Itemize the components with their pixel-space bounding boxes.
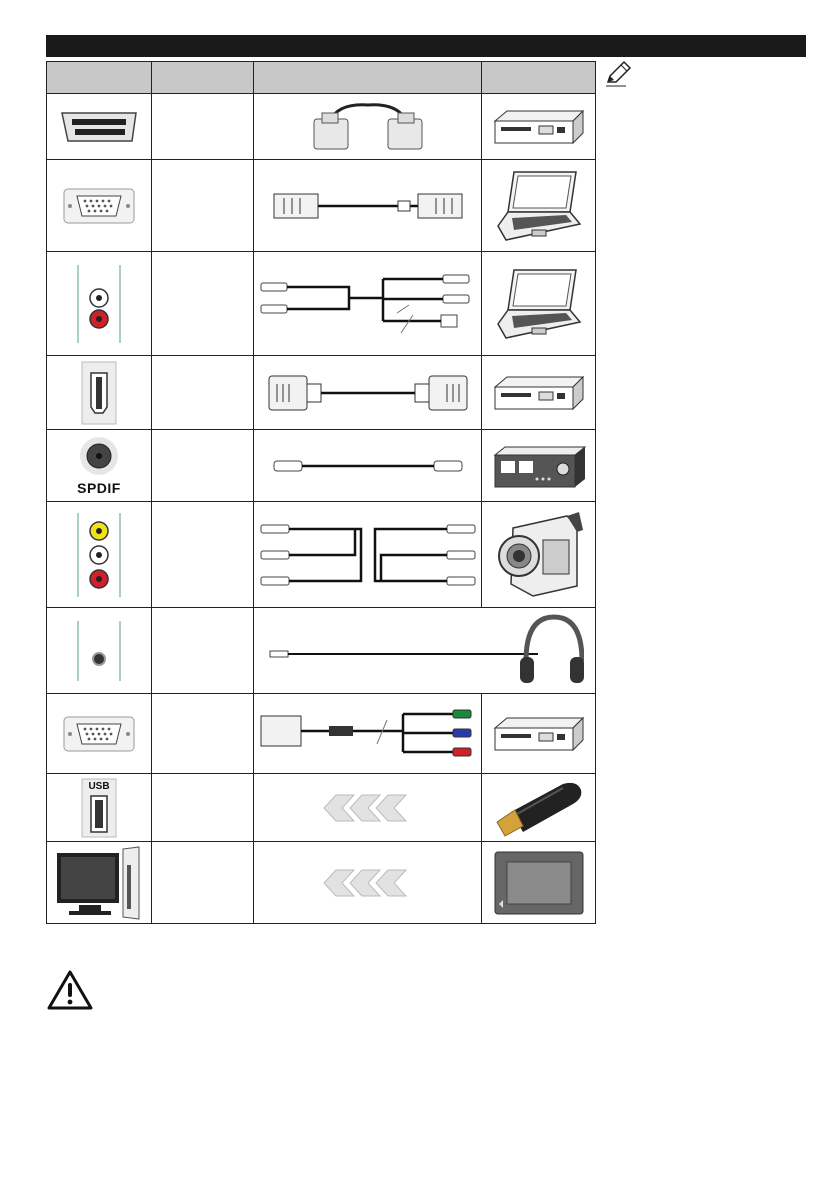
vga-socket-icon — [63, 188, 135, 224]
headphones-icon — [520, 617, 584, 683]
connections-table — [46, 61, 596, 924]
table-row — [47, 430, 595, 502]
table-header — [47, 62, 595, 94]
scart-cable-icon — [308, 99, 428, 155]
hdmi-cable-icon — [263, 370, 473, 416]
vga-to-component-cable-icon — [257, 706, 479, 762]
spdif-socket-icon — [79, 436, 119, 476]
vga-socket-icon — [63, 716, 135, 752]
usb-socket-icon — [81, 778, 117, 838]
laptop-icon — [496, 168, 582, 244]
usb-stick-icon — [493, 778, 585, 838]
ci-module-icon — [493, 850, 585, 916]
section-title-bar — [46, 35, 806, 57]
vga-cable-icon — [270, 186, 466, 226]
insert-arrows-icon — [322, 868, 414, 898]
vcr-player-icon — [493, 107, 585, 147]
table-row — [47, 608, 595, 694]
headphone-cable-icon — [268, 613, 584, 689]
disc-player-icon — [493, 373, 585, 413]
table-row — [47, 356, 595, 430]
spdif-label: SPDIF — [77, 479, 121, 496]
camcorder-icon — [493, 508, 585, 602]
hdmi-socket-icon — [81, 361, 117, 425]
av-rca-socket-icon — [74, 509, 124, 601]
rca-cable-icon — [257, 517, 479, 593]
table-row — [47, 502, 595, 608]
table-row — [47, 842, 595, 924]
tv-side-slot-icon — [53, 845, 145, 921]
scart-socket-icon — [58, 110, 140, 144]
table-row — [47, 694, 595, 774]
disc-player-icon — [493, 714, 585, 754]
usb-label: USB — [88, 780, 110, 792]
warning-triangle-icon — [46, 969, 94, 1011]
rca-to-jack-cable-icon — [257, 271, 479, 337]
insert-arrows-icon — [322, 793, 414, 823]
table-row — [47, 252, 595, 356]
coaxial-cable-icon — [270, 456, 466, 476]
pencil-note-icon — [604, 60, 632, 88]
table-row — [47, 774, 595, 842]
laptop-icon — [496, 266, 582, 342]
amplifier-icon — [491, 443, 587, 489]
headphone-socket-icon — [74, 617, 124, 685]
table-row — [47, 94, 595, 160]
audio-rca-socket-icon — [74, 261, 124, 347]
table-row — [47, 160, 595, 252]
